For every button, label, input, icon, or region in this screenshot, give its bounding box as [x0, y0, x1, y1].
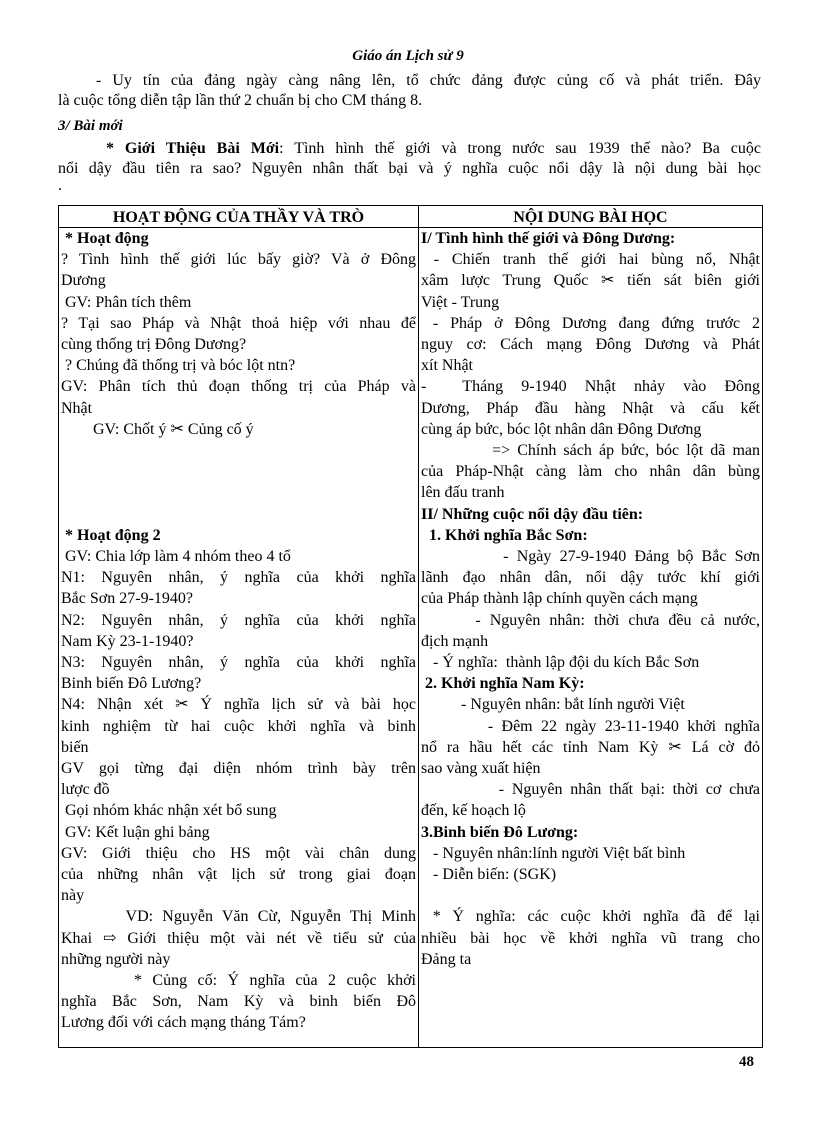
activity-line: GV: Kết luận ghi bảng — [61, 823, 210, 841]
activity-line: GV: Giới thiệu cho HS một vài chân dung — [61, 844, 416, 862]
content-line: I/ Tình hình thế giới và Đông Dương: — [421, 230, 676, 247]
lesson-intro-line-2: nổi dậy đầu tiên ra sao? Nguyên nhân thất bại và ý nghĩa cuộc nổi dậy là nội dung bài học — [58, 160, 761, 177]
activity-line: Khai ⇨ Giới thiệu một vài nét về tiểu sử của — [61, 929, 416, 947]
content-line: lên đấu tranh — [421, 484, 505, 502]
document-title: Giáo án Lịch sử 9 — [352, 48, 464, 64]
activity-line: VD: Nguyễn Văn Cừ, Nguyễn Thị Minh — [61, 908, 416, 926]
content-line: - Ngày 27-9-1940 Đảng bộ Bắc Sơn — [421, 548, 761, 566]
activity-line: cùng thống trị Đông Dương? — [61, 336, 247, 354]
activity-line: Bắc Sơn 27-9-1940? — [61, 590, 193, 608]
activity-line: ? Chúng đã thống trị và bóc lột ntn? — [61, 357, 296, 375]
content-line: - Ý nghĩa: thành lập đội du kích Bắc Sơn — [421, 654, 700, 672]
activity-line: * Củng cố: Ý nghĩa của 2 cuộc khởi — [61, 972, 416, 990]
activity-line: * Hoạt động — [61, 230, 149, 247]
activity-line — [61, 440, 416, 461]
content-line: địch mạnh — [421, 632, 489, 650]
activity-line: N3: Nguyên nhân, ý nghĩa của khởi nghĩa — [61, 654, 416, 671]
content-line: lãnh đạo nhân dân, nổi dậy tước khí giới — [421, 569, 760, 587]
content-line: - Pháp ở Đông Dương đang đứng trước 2 — [421, 314, 761, 332]
content-line: - Tháng 9-1940 Nhật nhảy vào Đông — [421, 378, 760, 396]
content-line: - Đêm 22 ngày 23-11-1940 khởi nghĩa — [421, 717, 761, 735]
content-line: xít Nhật — [421, 357, 473, 375]
left-column-header: HOẠT ĐỘNG CỦA THẦY VÀ TRÒ — [59, 206, 419, 228]
content-line: => Chính sách áp bức, bóc lột dã man — [421, 442, 761, 460]
activity-line: ? Tại sao Pháp và Nhật thoả hiệp với nhau để — [61, 314, 416, 332]
content-line: 2. Khởi nghĩa Nam Kỳ: — [421, 675, 585, 693]
activity-line: GV: Phân tích thêm — [61, 293, 192, 311]
content-line: - Nguyên nhân:lính người Việt bất bình — [421, 844, 686, 862]
activity-line: nghĩa Bắc Sơn, Nam Kỳ và binh biến Đô — [61, 993, 416, 1011]
activity-line: GV gọi từng đại diện nhóm trình bày trên — [61, 760, 416, 778]
content-line: 1. Khởi nghĩa Bắc Sơn: — [421, 526, 588, 544]
activity-line: GV: Chốt ý ✂ Củng cố ý — [61, 420, 254, 438]
page-number: 48 — [739, 1054, 754, 1070]
content-line: - Nguyên nhân: bắt lính người Việt — [421, 696, 685, 714]
content-line: của Pháp thành lập chính quyền cách mạng — [421, 590, 698, 608]
activity-line: kinh nghiệm từ hai cuộc khởi nghĩa và binh — [61, 717, 416, 735]
activity-line: N1: Nguyên nhân, ý nghĩa của khởi nghĩa — [61, 569, 416, 587]
content-line: đến, kế hoạch lộ — [421, 802, 526, 820]
activity-line — [61, 504, 416, 525]
content-line: 3.Binh biến Đô Lương: — [421, 823, 579, 841]
lesson-content — [419, 228, 763, 1048]
content-line: Đảng ta — [421, 950, 472, 968]
content-line: cùng áp bức, bóc lột nhân dân Đông Dương — [421, 420, 702, 438]
activity-line: Dương — [61, 272, 106, 290]
lesson-table — [58, 205, 763, 1048]
content-line: Dương, Pháp đầu hàng Nhật và cấu kết — [421, 399, 760, 417]
content-line: II/ Những cuộc nổi dậy đầu tiên: — [421, 505, 644, 523]
activity-line: GV: Phân tích thủ đoạn thống trị của Pháp và — [61, 378, 416, 396]
content-line: - Chiến tranh thế giới hai bùng nổ, Nhật — [421, 251, 760, 269]
lesson-intro-line-1: * Giới Thiệu Bài Mới: Tình hình thế giới và trong nước sau 1939 thế nào? Ba cuộc — [106, 140, 761, 157]
intro-line-1: - Uy tín của đảng ngày càng nâng lên, tổ chức đảng được củng cố và phát triển. Đây — [96, 72, 761, 89]
lesson-intro-label: * Giới Thiệu Bài Mới — [106, 140, 280, 157]
activity-line: này — [61, 887, 85, 905]
activity-line: GV: Chia lớp làm 4 nhóm theo 4 tổ — [61, 547, 291, 565]
content-line: sao vàng xuất hiện — [421, 760, 541, 778]
content-line: Việt - Trung — [421, 293, 500, 311]
activity-line — [61, 482, 416, 503]
right-column-header: NỘI DUNG BÀI HỌC — [419, 206, 763, 228]
activity-line: Nam Kỳ 23-1-1940? — [61, 632, 194, 650]
content-line: nguy cơ: Cách mạng Đông Dương và Phát — [421, 336, 760, 354]
content-line: * Ý nghĩa: các cuộc khởi nghĩa đã để lại — [421, 908, 761, 926]
content-line: - Diễn biến: (SGK) — [421, 866, 557, 884]
teacher-student-activities — [59, 228, 419, 1048]
content-line: của Pháp-Nhật càng làm cho nhân dân bùng — [421, 463, 760, 481]
activity-line: * Hoạt động 2 — [61, 526, 161, 544]
content-line: nhiều bài học về khởi nghĩa vũ trang cho — [421, 929, 760, 947]
activity-line: biến — [61, 738, 89, 756]
content-line: - Nguyên nhân thất bại: thời cơ chưa — [421, 781, 761, 799]
activity-line: ? Tình hình thế giới lúc bấy giờ? Và ở Đông — [61, 251, 416, 269]
content-line: - Nguyên nhân: thời chưa đều cả nước, — [421, 611, 761, 629]
activity-line: những người này — [61, 950, 171, 968]
activity-line: N4: Nhận xét ✂ Ý nghĩa lịch sử và bài học — [61, 696, 416, 714]
activity-line: Nhật — [61, 399, 93, 417]
lesson-intro-paragraph — [58, 139, 761, 193]
activity-line: Gọi nhóm khác nhận xét bổ sung — [61, 802, 277, 820]
table-body-row — [59, 228, 763, 1048]
intro-line-2: là cuộc tổng diễn tập lần thứ 2 chuẩn bị cho CM tháng 8. — [58, 92, 423, 109]
content-line: xâm lược Trung Quốc ✂ tiến sát biên giới — [421, 272, 760, 290]
activity-line: của những nhân vật lịch sử trong giai đoạn — [61, 866, 416, 884]
activity-line: Lương đối với cách mạng tháng Tám? — [61, 1014, 306, 1032]
activity-line: lược đồ — [61, 781, 110, 799]
content-line — [421, 885, 760, 906]
content-line: nổ ra hầu hết các tỉnh Nam Kỳ ✂ Lá cờ đỏ — [421, 738, 760, 756]
section-heading: 3/ Bài mới — [58, 118, 123, 134]
activity-line: N2: Nguyên nhân, ý nghĩa của khởi nghĩa — [61, 611, 416, 629]
table-header-row — [59, 206, 763, 228]
activity-line: Binh biến Đô Lương? — [61, 675, 202, 693]
activity-line — [61, 461, 416, 482]
lesson-intro-line-3: . — [58, 177, 62, 194]
intro-paragraph — [58, 71, 761, 111]
